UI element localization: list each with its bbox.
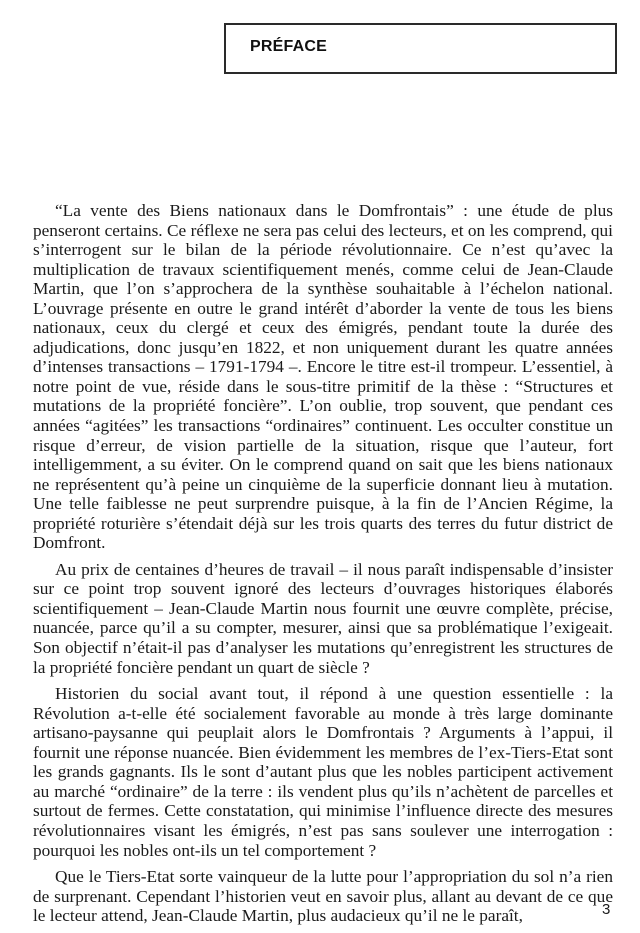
paragraph-3: Historien du social avant tout, il répond à une question essentielle : la Révolution a-t-elle été socialement favorable au monde à très large dominante artisano-paysanne qui peuplait alors le Domfrontais ? Arguments à l’appui, il fournit une réponse nuancée. Bien évidemment les membres de l’ex-Tiers-Etat sont les grands gagnants. Ils le sont d’autant plus que les nobles participent activement au marché “ordinaire” de la terre : ils vendent plus qu’ils n’achètent de parcelles et surtout de fermes. Cette constatation, qui minimise l’influence directe des mesures révolutionnaires visant les émigrés, n’est pas sans soulever une interrogation : pourquoi les nobles ont-ils un tel comportement ? (33, 684, 613, 860)
page-number: 3 (602, 901, 611, 918)
body-text (33, 201, 613, 933)
paragraph-4: Que le Tiers-Etat sorte vainqueur de la lutte pour l’appropriation du sol n’a rien de surprenant. Cependant l’historien veut en savoir plus, allant au devant de ce que le lecteur attend, Jean-Claude Martin, plus audacieux qu’il ne le paraît, (33, 867, 613, 926)
chapter-heading-box (224, 23, 617, 74)
paragraph-2: Au prix de centaines d’heures de travail – il nous paraît indispensable d’insister sur ce point trop souvent ignoré des lecteurs d’ouvrages historiques élaborés scientifiquement – Jean-Claude Martin nous fournit une œuvre complète, précise, nuancée, parce qu’il a su compter, mesurer, ainsi que sa problématique l’exigeait. Son objectif n’était-il pas d’analyser les mutations qu’enregistrent les structures de la propriété foncière pendant un quart de siècle ? (33, 559, 613, 677)
chapter-title: PRÉFACE (250, 38, 327, 55)
paragraph-1: “La vente des Biens nationaux dans le Domfrontais” : une étude de plus penseront certains. Ce réflexe ne sera pas celui des lecteurs, et on les comprend, qui s’interrogent sur le bilan de la période révolutionnaire. Ce n’est qu’avec la multiplication de travaux scientifiquement menés, comme celui de Jean-Claude Martin, que l’on s’approchera de la synthèse souhaitable à l’échelon national. L’ouvrage présente en outre le grand intérêt d’aborder la vente de tous les biens nationaux, ceux du clergé et ceux des émigrés, pendant toute la durée des adjudications, donc jusqu’en 1822, et non uniquement durant les quatre années d’intenses transactions – 1791-1794 –. Encore le titre est-il trompeur. L’essentiel, à notre point de vue, réside dans le sous-titre primitif de la thèse : “Structures et mutations de la propriété foncière”. L’on oublie, trop souvent, que pendant ces années “agitées” les transactions “ordinaires” continuent. Les occulter constitue un risque d’erreur, de vision partielle de la situation, risque que l’auteur, fort intelligemment, a su éviter. On le comprend quand on sait que les biens nationaux ne représentent qu’à peine un cinquième de la superficie donnant lieu à mutation. Une telle faiblesse ne peut surprendre puisque, à la fin de l’Ancien Régime, la propriété roturière s’étendait déjà sur les trois quarts des terres du futur district de Domfront. (33, 201, 613, 553)
